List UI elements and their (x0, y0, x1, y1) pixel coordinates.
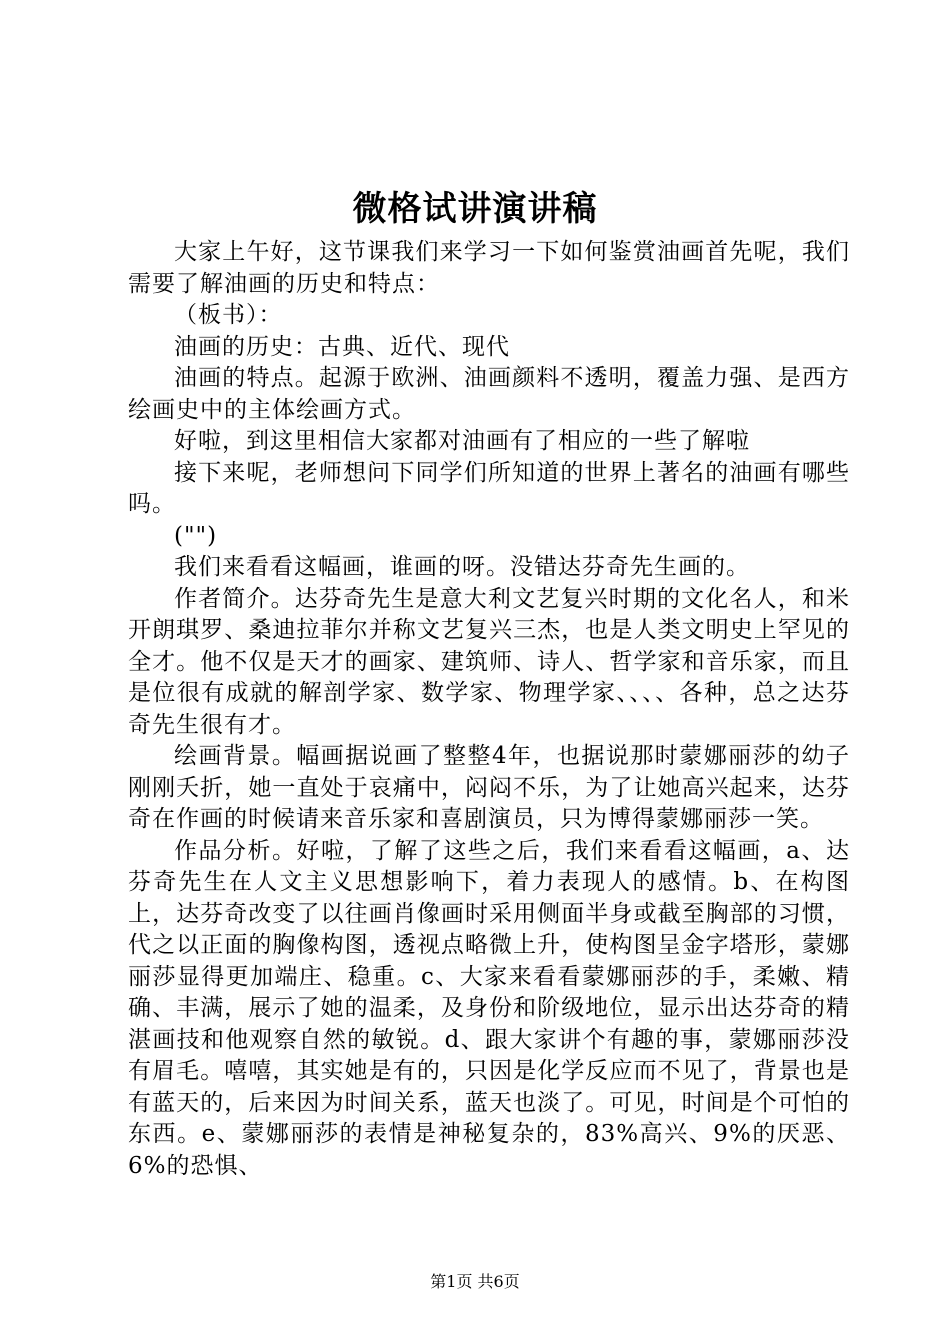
paragraph-greeting: 大家上午好，这节课我们来学习一下如何鉴赏油画首先呢，我们需要了解油画的历史和特点： (128, 239, 850, 297)
paragraph-author-intro: 作者简介。达芬奇先生是意大利文艺复兴时期的文化名人，和米开朗琪罗、桑迪拉菲尔并称文艺复兴三杰，也是人类文明史上罕见的全才。他不仅是天才的画家、建筑师、诗人、哲学家和音乐家，而且是位很有成就的解剖学家、数学家、物理学家、、、、各种，总之达芬奇先生很有才。 (128, 585, 850, 738)
paragraph-history: 油画的历史：古典、近代、现代 (174, 333, 510, 360)
paragraph-blackboard: （板书）： (174, 302, 283, 328)
paragraph-background: 绘画背景。幅画据说画了整整4年，也据说那时蒙娜丽莎的幼子刚刚夭折，她一直处于哀痛中，闷闷不乐，为了让她高兴起来，达芬奇在作画的时候请来音乐家和喜剧演员，只为博得蒙娜丽莎一笑。 (128, 743, 850, 832)
paragraph-transition: 好啦，到这里相信大家都对油画有了相应的一些了解啦 (174, 428, 750, 454)
document-body (128, 237, 850, 1182)
document-title: 微格试讲演讲稿 (352, 189, 598, 229)
paragraph-analysis: 作品分析。好啦，了解了这些之后，我们来看看这幅画，a、达芬奇先生在人文主义思想影响下，着力表现人的感情。b、在构图上，达芬奇改变了以往画肖像画时采用侧面半身或截至胸部的习惯，代之以正面的胸像构图，透视点略微上升，使构图呈金字塔形，蒙娜丽莎显得更加端庄、稳重。c、大家来看看蒙娜丽莎的手，柔嫩、精确、丰满，展示了她的温柔，及身份和阶级地位，显示出达芬奇的精湛画技和他观察自然的敏锐。d、跟大家讲个有趣的事，蒙娜丽莎没有眉毛。嘻嘻，其实她是有的，只因是化学反应而不见了，背景也是有蓝天的，后来因为时间关系，蓝天也淡了。可见，时间是个可怕的东西。e、蒙娜丽莎的表情是神秘复杂的，83%高兴、9%的厌恶、6%的恐惧、 (128, 837, 850, 1179)
paragraph-features: 油画的特点。起源于欧洲、油画颜料不透明，覆盖力强、是西方绘画史中的主体绘画方式。 (128, 365, 850, 423)
paragraph-question: 接下来呢，老师想问下同学们所知道的世界上著名的油画有哪些吗。 (128, 459, 850, 517)
paragraph-painting-intro: 我们来看看这幅画，谁画的呀。没错达芬奇先生画的。 (174, 554, 750, 580)
paragraph-quote: ("") (174, 522, 218, 549)
page-footer: 第1页 共6页 (430, 1272, 520, 1291)
